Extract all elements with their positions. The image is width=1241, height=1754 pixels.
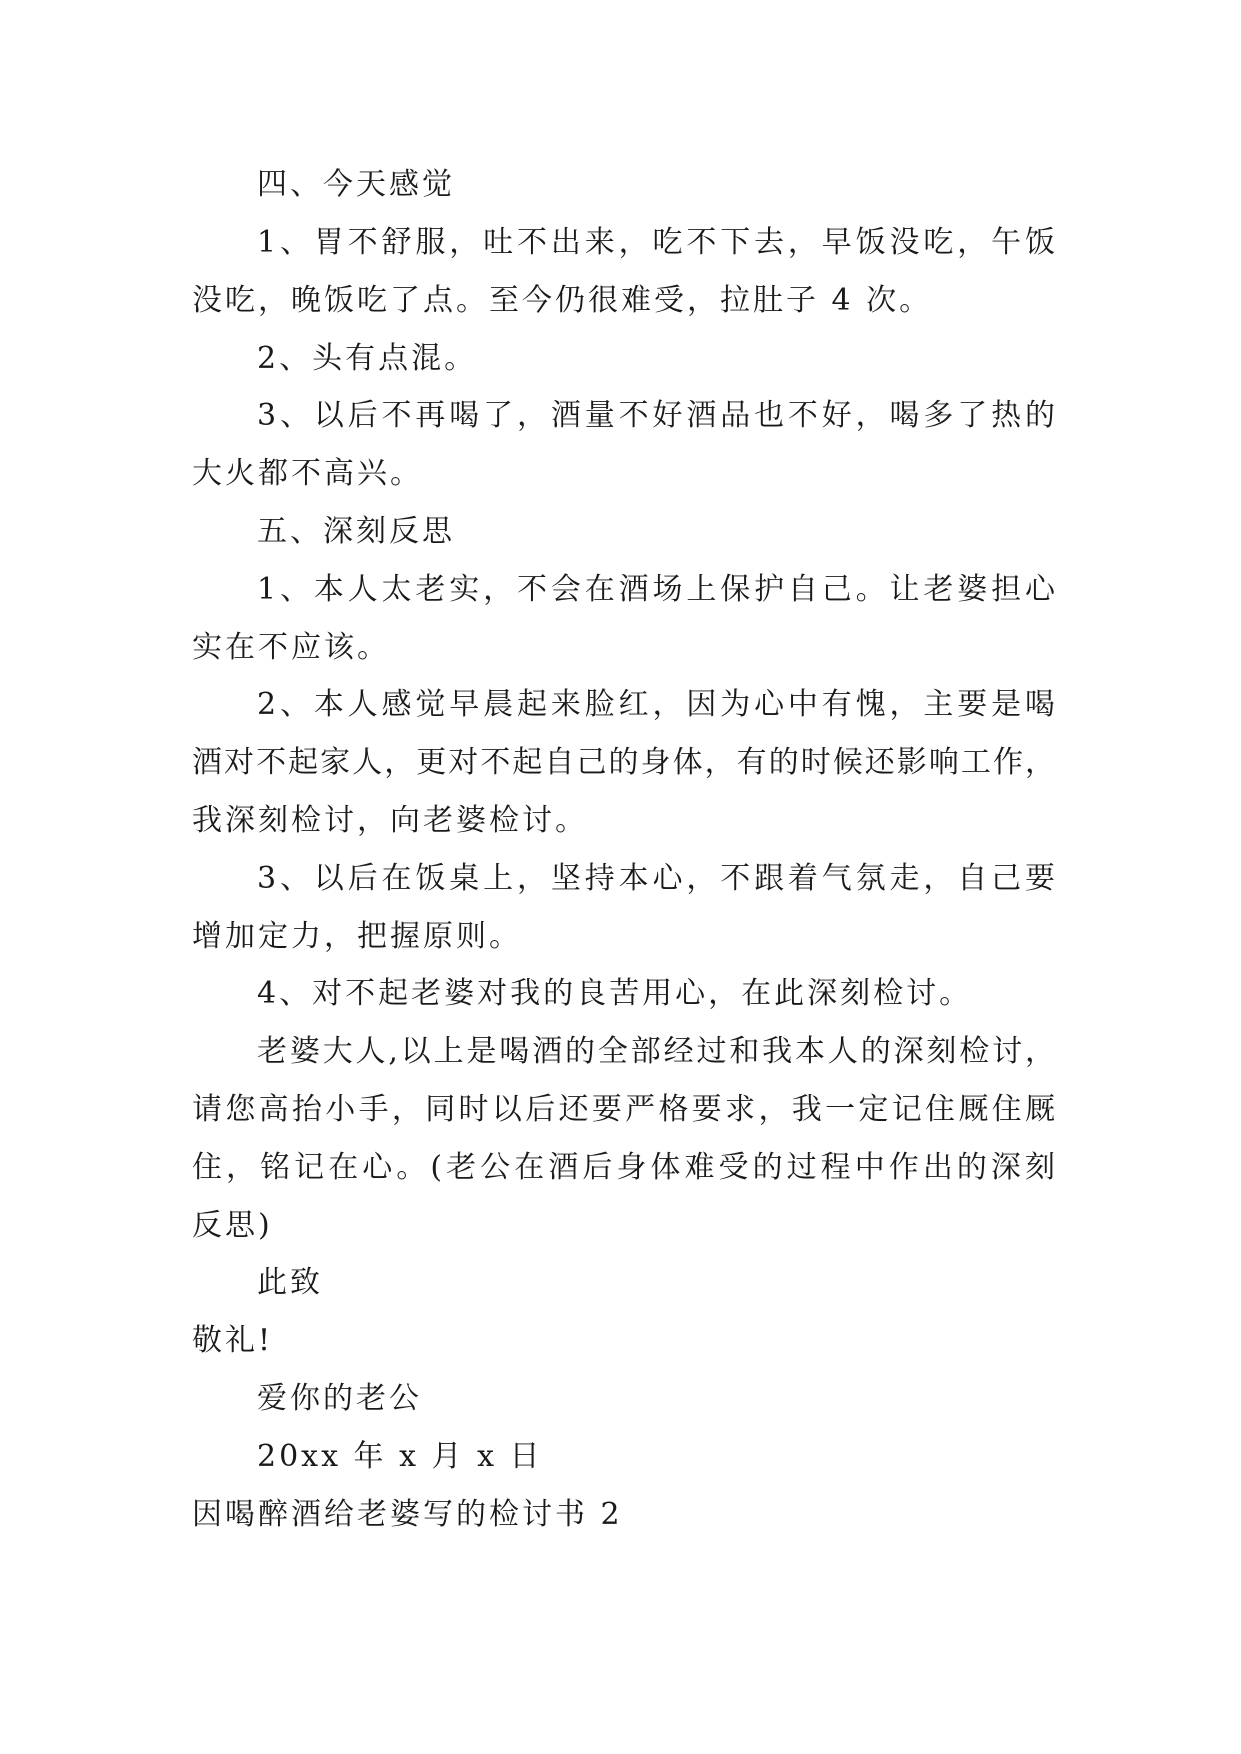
- paragraph-line: 1、本人太老实，不会在酒场上保护自己。让老婆担心: [257, 572, 1055, 607]
- paragraph-line: 没吃，晚饭吃了点。至今仍很难受，拉肚子 4 次。: [192, 283, 933, 318]
- paragraph-line: 增加定力，把握原则。: [192, 919, 522, 954]
- paragraph-line: 实在不应该。: [192, 630, 390, 665]
- paragraph-line: 1、胃不舒服，吐不出来，吃不下去，早饭没吃，午饭: [257, 225, 1055, 260]
- section-heading-5: 五、深刻反思: [257, 514, 455, 549]
- paragraph-line: 酒对不起家人，更对不起自己的身体，有的时候还影响工作，: [192, 745, 1055, 780]
- salutation: 敬礼!: [192, 1323, 274, 1358]
- paragraph-line: 2、头有点混。: [257, 341, 478, 376]
- next-document-title: 因喝醉酒给老婆写的检讨书 2: [192, 1497, 623, 1532]
- paragraph-line: 老婆大人,以上是喝酒的全部经过和我本人的深刻检讨，: [257, 1034, 1055, 1069]
- closing-line: 此致: [257, 1265, 323, 1300]
- paragraph-line: 3、以后不再喝了，酒量不好酒品也不好，喝多了热的: [257, 398, 1055, 433]
- paragraph-line: 大火都不高兴。: [192, 456, 423, 491]
- paragraph-line: 4、对不起老婆对我的良苦用心，在此深刻检讨。: [257, 976, 973, 1011]
- paragraph-line: 2、本人感觉早晨起来脸红，因为心中有愧，主要是喝: [257, 687, 1055, 722]
- paragraph-line: 我深刻检讨，向老婆检讨。: [192, 803, 588, 838]
- section-heading-4: 四、今天感觉: [257, 167, 455, 202]
- paragraph-line: 住，铭记在心。(老公在酒后身体难受的过程中作出的深刻: [192, 1150, 1055, 1185]
- paragraph-line: 请您高抬小手，同时以后还要严格要求，我一定记住厩住厩: [192, 1092, 1055, 1127]
- paragraph-line: 反思): [192, 1208, 273, 1243]
- signature: 爱你的老公: [257, 1381, 422, 1416]
- date-line: 20xx 年 x 月 x 日: [257, 1439, 543, 1474]
- paragraph-line: 3、以后在饭桌上，坚持本心，不跟着气氛走，自己要: [257, 861, 1055, 896]
